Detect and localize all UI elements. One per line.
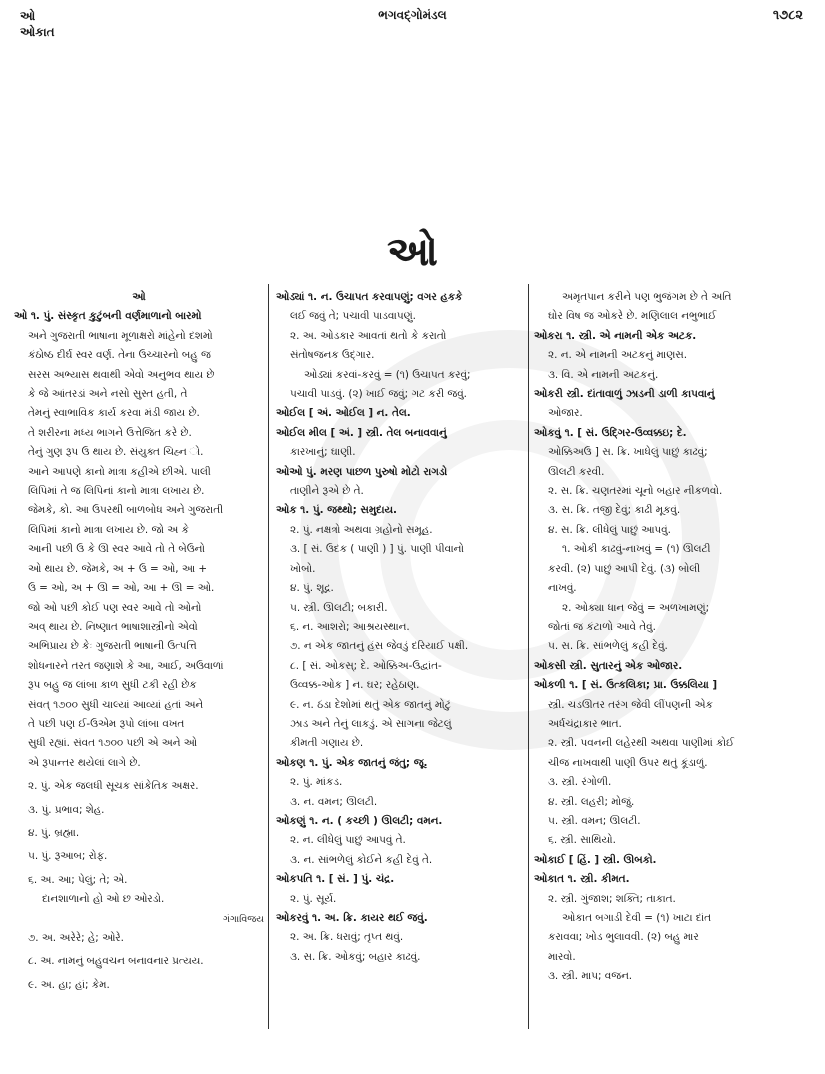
entry-line: ૨. ન. એ નામની અટકનું માણસ.	[548, 349, 688, 362]
entry-line: આને આપણે કાનો માત્રા કહીએ છીએ. પાલી	[28, 465, 211, 478]
entry-headword-line: ઓકપતિ ૧. [ સં. ] પું. ચંદ્ર.	[276, 873, 395, 886]
entry-line: ૩. ન. વમન; ઊલટી.	[290, 795, 378, 808]
entry-line: ઝાડ અને તેનું લાકડું. એ સાગના જેટલું	[290, 717, 452, 730]
guide-word-first: ઓ	[20, 9, 36, 23]
entry-line: કરાવવા; ખોડ ભુલાવવી. (૨) બહુ માર	[548, 931, 699, 944]
entry-line: ૩. પું. પ્રભાવ; શેહ.	[28, 803, 105, 816]
entry-line: કરવી. (૨) પાછું આપી દેવું. (૩) બોલી	[548, 562, 701, 575]
entry-line: ૨. પું. સૂર્ય.	[290, 892, 337, 905]
entry-line: ૧. ઓકી કાઢવું-નાખવું = (૧) ઊલટી	[562, 543, 711, 556]
entry-line: ઓકાત બગાડી દેવી = (૧) ખાટા દાંત	[562, 912, 712, 924]
entry-headword-line: ઓક ૧. પું. જથ્થો; સમુદાય.	[276, 504, 397, 517]
entry-line: લિપિમાં કાનો માત્રા લખાય છે. જો અ કે	[28, 523, 189, 536]
entry-headword-line: ઓકવું ૧. [ સં. ઉદ્ગિર-ઉવ્વક્કઇ; દે.	[534, 426, 687, 439]
entry-line: ૨. અ. ઓડકાર આવતાં થતો કે કરાતો	[290, 329, 447, 342]
dictionary-column-2	[276, 288, 522, 967]
entry-line: ૪. સ્ત્રી. લહરી; મોજું.	[548, 795, 635, 808]
guide-word-last: ઓકાત	[20, 25, 55, 39]
entry-line: ૩. ન. સાંભળેલું કોઈને કહી દેવું તે.	[290, 853, 433, 866]
entry-line: ગંગાવિજય	[222, 913, 264, 925]
entry-line: તે શરીરના મધ્ય ભાગને ઉત્તેજિત કરે છે.	[28, 426, 192, 439]
entry-line: ઘોર વિષ જ ઓકરે છે. મણિલાલ નભુભાઈ	[548, 310, 717, 323]
column-divider	[268, 284, 269, 1029]
entry-line: ઓ	[132, 291, 146, 303]
entry-line: કારખાનું; ઘાણી.	[290, 446, 356, 459]
entry-line: ૩. સ. ક્રિ. તજી દેવું; કાઢી મૂકવું.	[548, 504, 681, 517]
entry-line: ૩. સ્ત્રી. માપ; વજન.	[548, 970, 633, 983]
entry-line: ૫. સ્ત્રી. ઊલટી; બકારી.	[290, 601, 388, 614]
entry-line: તેમનું સ્વાભાવિક કાર્ય કરવા મંડી જાય છે.	[28, 407, 200, 420]
dictionary-column-3	[534, 288, 814, 987]
entry-line: લિપિમાં તે જ લિપિનાં કાનો માત્રા લખાય છે.	[28, 485, 205, 498]
dictionary-column-1	[14, 288, 264, 995]
entry-line: ૨. પું. માંકડ.	[290, 776, 343, 789]
entry-line: ૨. પું. નક્ષત્રો અથવા ગ્રહોનો સમૂહ.	[290, 523, 433, 536]
entry-line: અમૃતપાન કરીને પણ ભુજંગમ છે તે અતિ	[562, 291, 732, 303]
entry-line: ઓ થાય છે. જેમકે, અ + ઉ = ઓ, આ +	[28, 562, 208, 575]
entry-headword-line: ઓકાત ૧. સ્ત્રી. કીમત.	[534, 873, 630, 886]
entry-line: ૨. ન. લીધેલું પાછું આપવું તે.	[290, 834, 406, 847]
entry-line: ૮. અ. નામનું બહુવચન બનાવનાર પ્રત્યય.	[28, 955, 204, 968]
entry-line: લઈ જવું તે; પચાવી પાડવાપણું.	[290, 310, 416, 323]
entry-headword-line: ઓઓ પું. મરણ પાછળ પુરુષો મોટો રાગડો	[276, 465, 448, 478]
entry-headword-line: ઓકરી સ્ત્રી. દાંતાવાળું ઝાડની ડાળી કાપવાનું	[534, 388, 715, 401]
entry-line: આની પછી ઉ કે ઊ સ્વર આવે તો તે બેઉનો	[28, 543, 205, 556]
entry-line: નાખવું.	[548, 582, 577, 595]
entry-line: ૭. અ. અરેરે; હે; ઓરે.	[28, 932, 124, 944]
entry-line: ૬. સ્ત્રી. સાથિયો.	[548, 834, 616, 847]
entry-line: ૬. ન. આશરો; આશ્રયસ્થાન.	[290, 620, 410, 633]
entry-line: એ રૂપાન્તર થયેલાં લાગે છે.	[28, 756, 141, 769]
entry-line: કે જે આંતરડાં અને નસો સુસ્ત હતી, તે	[28, 388, 188, 401]
entry-line: શોધનારને તરત જણાશે કે આ, આઈ, અઉવાળાં	[28, 659, 224, 672]
entry-line: ૨. અ. ક્રિ. ધરાવું; તૃપ્ત થવું.	[290, 931, 404, 944]
entry-line: ઊલટી કરવી.	[548, 465, 605, 478]
entry-line: ૩. [ સં. ઉદક ( પાણી ) ] પું. પાણી પીવાનો	[290, 543, 464, 556]
entry-line: ૨. ઓક્યા ધાન જેવું = અળખામણું;	[562, 601, 710, 614]
column-divider	[528, 284, 529, 1029]
entry-headword-line: ઓઈલ [ અં. ઓઈલ ] ન. તેલ.	[276, 407, 411, 420]
entry-line: ઓજાર.	[548, 407, 583, 420]
entry-line: ૭. ન એક જાતનું હંસ જેવડું દરિયાઈ પક્ષી.	[290, 640, 469, 653]
entry-line: કીમતી ગણાય છે.	[290, 737, 364, 750]
entry-line: ૫. પું. રૂઆબ; રોફ.	[28, 850, 108, 863]
entry-line: ૨. પું. એક જલધી સૂચક સાંકેતિક અક્ષર.	[28, 780, 199, 793]
entry-headword-line: ઓઈલ મીલ [ અં. ] સ્ત્રી. તેલ બનાવવાનું	[276, 426, 447, 439]
entry-line: ૮. [ સં. ઓકસ્; દે. ઓક્કિઅ-ઉદ્વાંત-	[290, 659, 442, 672]
entry-headword-line: ઓકરવું ૧. અ. ક્રિ. કાયર થઈ જવું.	[276, 912, 428, 924]
entry-headword-line: ઓકણ ૧. પું. એક જાતનું જંતુ; જૂ.	[276, 756, 428, 769]
entry-line: ઓડ્યાં કરવાં-કરવું = (૧) ઉચાપત કરવું;	[304, 368, 471, 381]
entry-headword-line: ઓકાઈ [ હિં. ] સ્ત્રી. ઊબકો.	[534, 853, 657, 866]
entry-line: ૪. પું. બ્રહ્મા.	[28, 826, 80, 839]
running-title: ભગવદ્ગોમંડલ	[378, 8, 447, 22]
entry-line: ૪. સ. ક્રિ. લીધેલું પાછું આપવું.	[548, 523, 671, 536]
entry-headword-line: ઓકસી સ્ત્રી. સુતારનું એક ઓજાર.	[534, 659, 683, 672]
entry-line: જો ઓ પછી કોઈ પણ સ્વર આવે તો ઓનો	[28, 601, 202, 614]
entry-line: ૪. પું. શૂદ્ર.	[290, 582, 334, 595]
entry-line: સરસ અભ્યાસ થવાથી એવો અનુભવ થાય છે	[28, 368, 215, 381]
entry-line: અભિપ્રાય છે કેઃ ગુજરાતી ભાષાની ઉત્પત્તિ	[28, 640, 197, 653]
page-number: ૧૭૮૨	[772, 8, 803, 23]
entry-line: ૩. વિ. એ નામની અટકનું.	[548, 368, 659, 381]
entry-line: તાણીને રૂએ છે તે.	[290, 485, 364, 498]
entry-line: પચાવી પાડવું. (૨) ખાઈ જવું; ગટ કરી જવું.	[290, 388, 467, 401]
entry-line: દાનશાળાનો હો ઓ છ ઓરડો.	[42, 893, 165, 906]
entry-line: અર્ધચંદ્રાકાર ભાત.	[548, 717, 622, 730]
entry-line: ઓક્કિઅઉ ] સ. ક્રિ. ખાધેલું પાછું કાઢવું;	[548, 446, 708, 459]
entry-line: ૩. સ્ત્રી. રંગોળી.	[548, 776, 612, 789]
entry-line: અવ્ થાય છે. નિષ્ણાત ભાષાશાસ્ત્રીનો એવો	[28, 620, 198, 633]
entry-line: ઉવ્વક્ક-ઓક ] ન. ઘર; રહેઠાણ.	[290, 679, 420, 692]
entry-line: સંવત્ ૧૭૦૦ સુધી ચાલ્યાં આવ્યાં હતાં અને	[28, 698, 204, 711]
entry-line: ૨. સ્ત્રી. ગુંજાશ; શક્તિ; તાકાત.	[548, 892, 676, 905]
entry-line: જોતાં જ કંટાળો આવે તેવું.	[548, 620, 656, 633]
entry-line: ૬. અ. આ; પેલું; તે; એ.	[28, 873, 128, 886]
entry-line: અને ગુજરાતી ભાષાના મૂળાક્ષરો માંહેનો દશમો	[28, 329, 213, 342]
section-letter-heading: ઓ	[387, 229, 438, 275]
entry-line: ૯. ન. ઠંડા દેશોમાં થતું એક જાતનું મોટું	[290, 698, 451, 711]
entry-line: તેનું ગુણ રૂપ ઉ થાય છે. સંયુક્ત ચિહ્ન ો.	[28, 446, 204, 459]
entry-line: તે પછી પણ ઈ-ઉએમ રૂપો લાંબા વખત	[28, 717, 185, 730]
entry-headword-line: ઓકરા ૧. સ્ત્રી. એ નામની એક અટક.	[534, 329, 697, 342]
entry-line: સંતોષજનક ઉદ્ગાર.	[290, 349, 375, 362]
entry-line: મારવો.	[548, 950, 576, 963]
entry-line: ૫. સ્ત્રી. વમન; ઊલટી.	[548, 814, 641, 827]
entry-line: ઉ = ઓ, અ + ઊ = ઓ, આ + ઊ = ઓ.	[28, 582, 215, 595]
entry-line: સુધી રહ્યાં. સંવત ૧૭૦૦ પછી એ અને ઓ	[28, 737, 197, 750]
entry-line: ૨. સ. ક્રિ. ચણતરમાં ચૂનો બહાર નીકળવો.	[548, 485, 723, 498]
entry-line: ૨. સ્ત્રી. પવનની લહેરથી અથવા પાણીમાં કોઈ	[548, 737, 735, 750]
entry-line: સ્ત્રી. ચડઊતર તરંગ જેવી લીંપણની એક	[548, 698, 713, 711]
entry-line: ૫. સ. ક્રિ. સાંભળેલું કહી દેવું.	[548, 640, 668, 653]
entry-line: ખોબો.	[290, 562, 316, 575]
entry-line: રૂપ બહુ જ લાંબા કાળ સુધી ટકી રહી છેક	[28, 679, 197, 692]
entry-line: ૩. સ. ક્રિ. ઓકવું; બહાર કાઢવું.	[290, 950, 421, 963]
entry-line: કંઠોષ્ઠ દીર્ઘ સ્વર વર્ણ. તેના ઉચ્ચારનો બહુ જ	[28, 349, 211, 362]
entry-headword-line: ઓડ્યાં ૧. ન. ઉચાપત કરવાપણું; વગર હકકે	[276, 291, 463, 303]
entry-line: જેમકે, કો. આ ઉપરથી બાળબોધ અને ગુજરાતી	[28, 504, 224, 517]
entry-headword-line: ઓ ૧. પું. સંસ્કૃત કુટુંબની વર્ણમાળાનો બારમો	[14, 310, 202, 323]
entry-headword-line: ઓકળી ૧. [ સં. ઉત્કલિકા; પ્રા. ઉક્કલિયા ]	[534, 679, 718, 692]
entry-line: ૯. અ. હા; હાં; કેમ.	[28, 978, 110, 991]
entry-line: ચીજ નાખવાથી પાણી ઉપર થતું કૂંડાળું.	[548, 756, 708, 769]
entry-headword-line: ઓકણું ૧. ન. ( કચ્છી ) ઊલટી; વમન.	[276, 814, 443, 827]
